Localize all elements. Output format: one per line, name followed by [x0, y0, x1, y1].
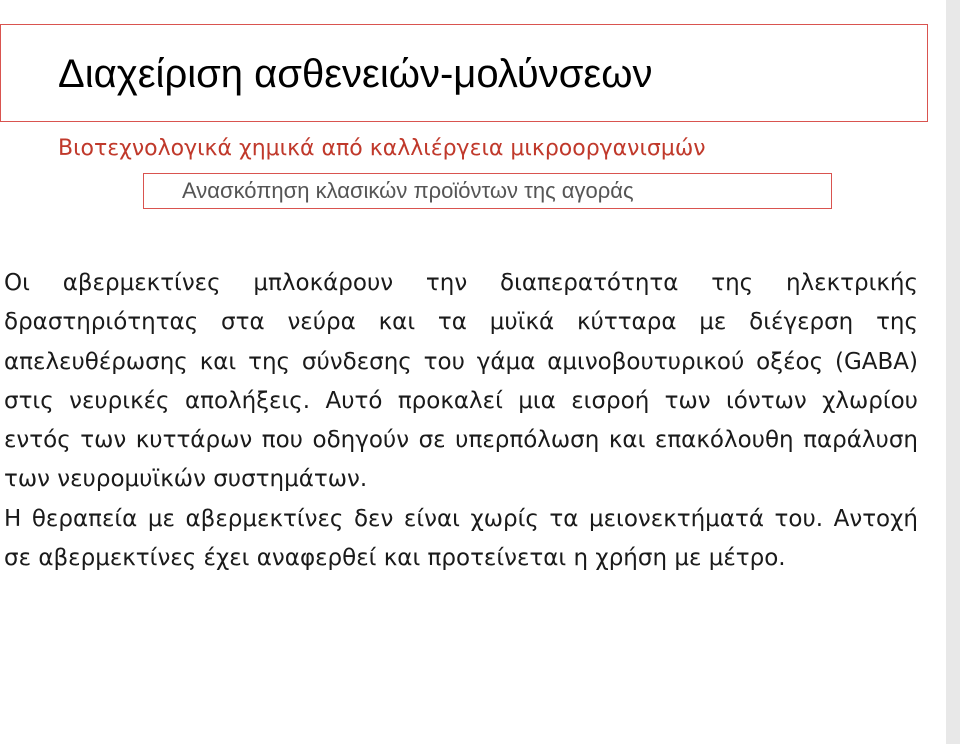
section-label: Ανασκόπηση κλασικών προϊόντων της αγοράς [182, 178, 634, 203]
body-paragraph-2: Η θεραπεία με αβερμεκτίνες δεν είναι χωρίς τα μειονεκτήματά του. Αντοχή σε αβερμεκτίνες έχει αναφερθεί και προτείνεται η χρήση με μέτρο. [4, 505, 918, 572]
body-paragraph-1: Οι αβερμεκτίνες μπλοκάρουν την διαπερατότητα της ηλεκτρικής δραστηριότητας στα νεύρα και τα μυϊκά κύτταρα με διέγερση της απελευθέρωσης και της σύνδεσης του γάμα αμινοβουτυρικού οξέος (GABA) στις νευρικές απολήξεις. Αυτό προκαλεί μια εισροή των ιόντων χλωρίου εντός των κυττάρων που οδηγούν σε υπερπόλωση και επακόλουθη παράλυση των νευρομυϊκών συστημάτων. [4, 270, 918, 493]
slide-body [4, 264, 918, 578]
slide-edge-bar [946, 0, 960, 744]
slide-title: Διαχείριση ασθενειών-μολύνσεων [58, 52, 653, 96]
slide-subtitle: Βιοτεχνολογικά χημικά από καλλιέργεια μικροοργανισμών [58, 136, 706, 161]
